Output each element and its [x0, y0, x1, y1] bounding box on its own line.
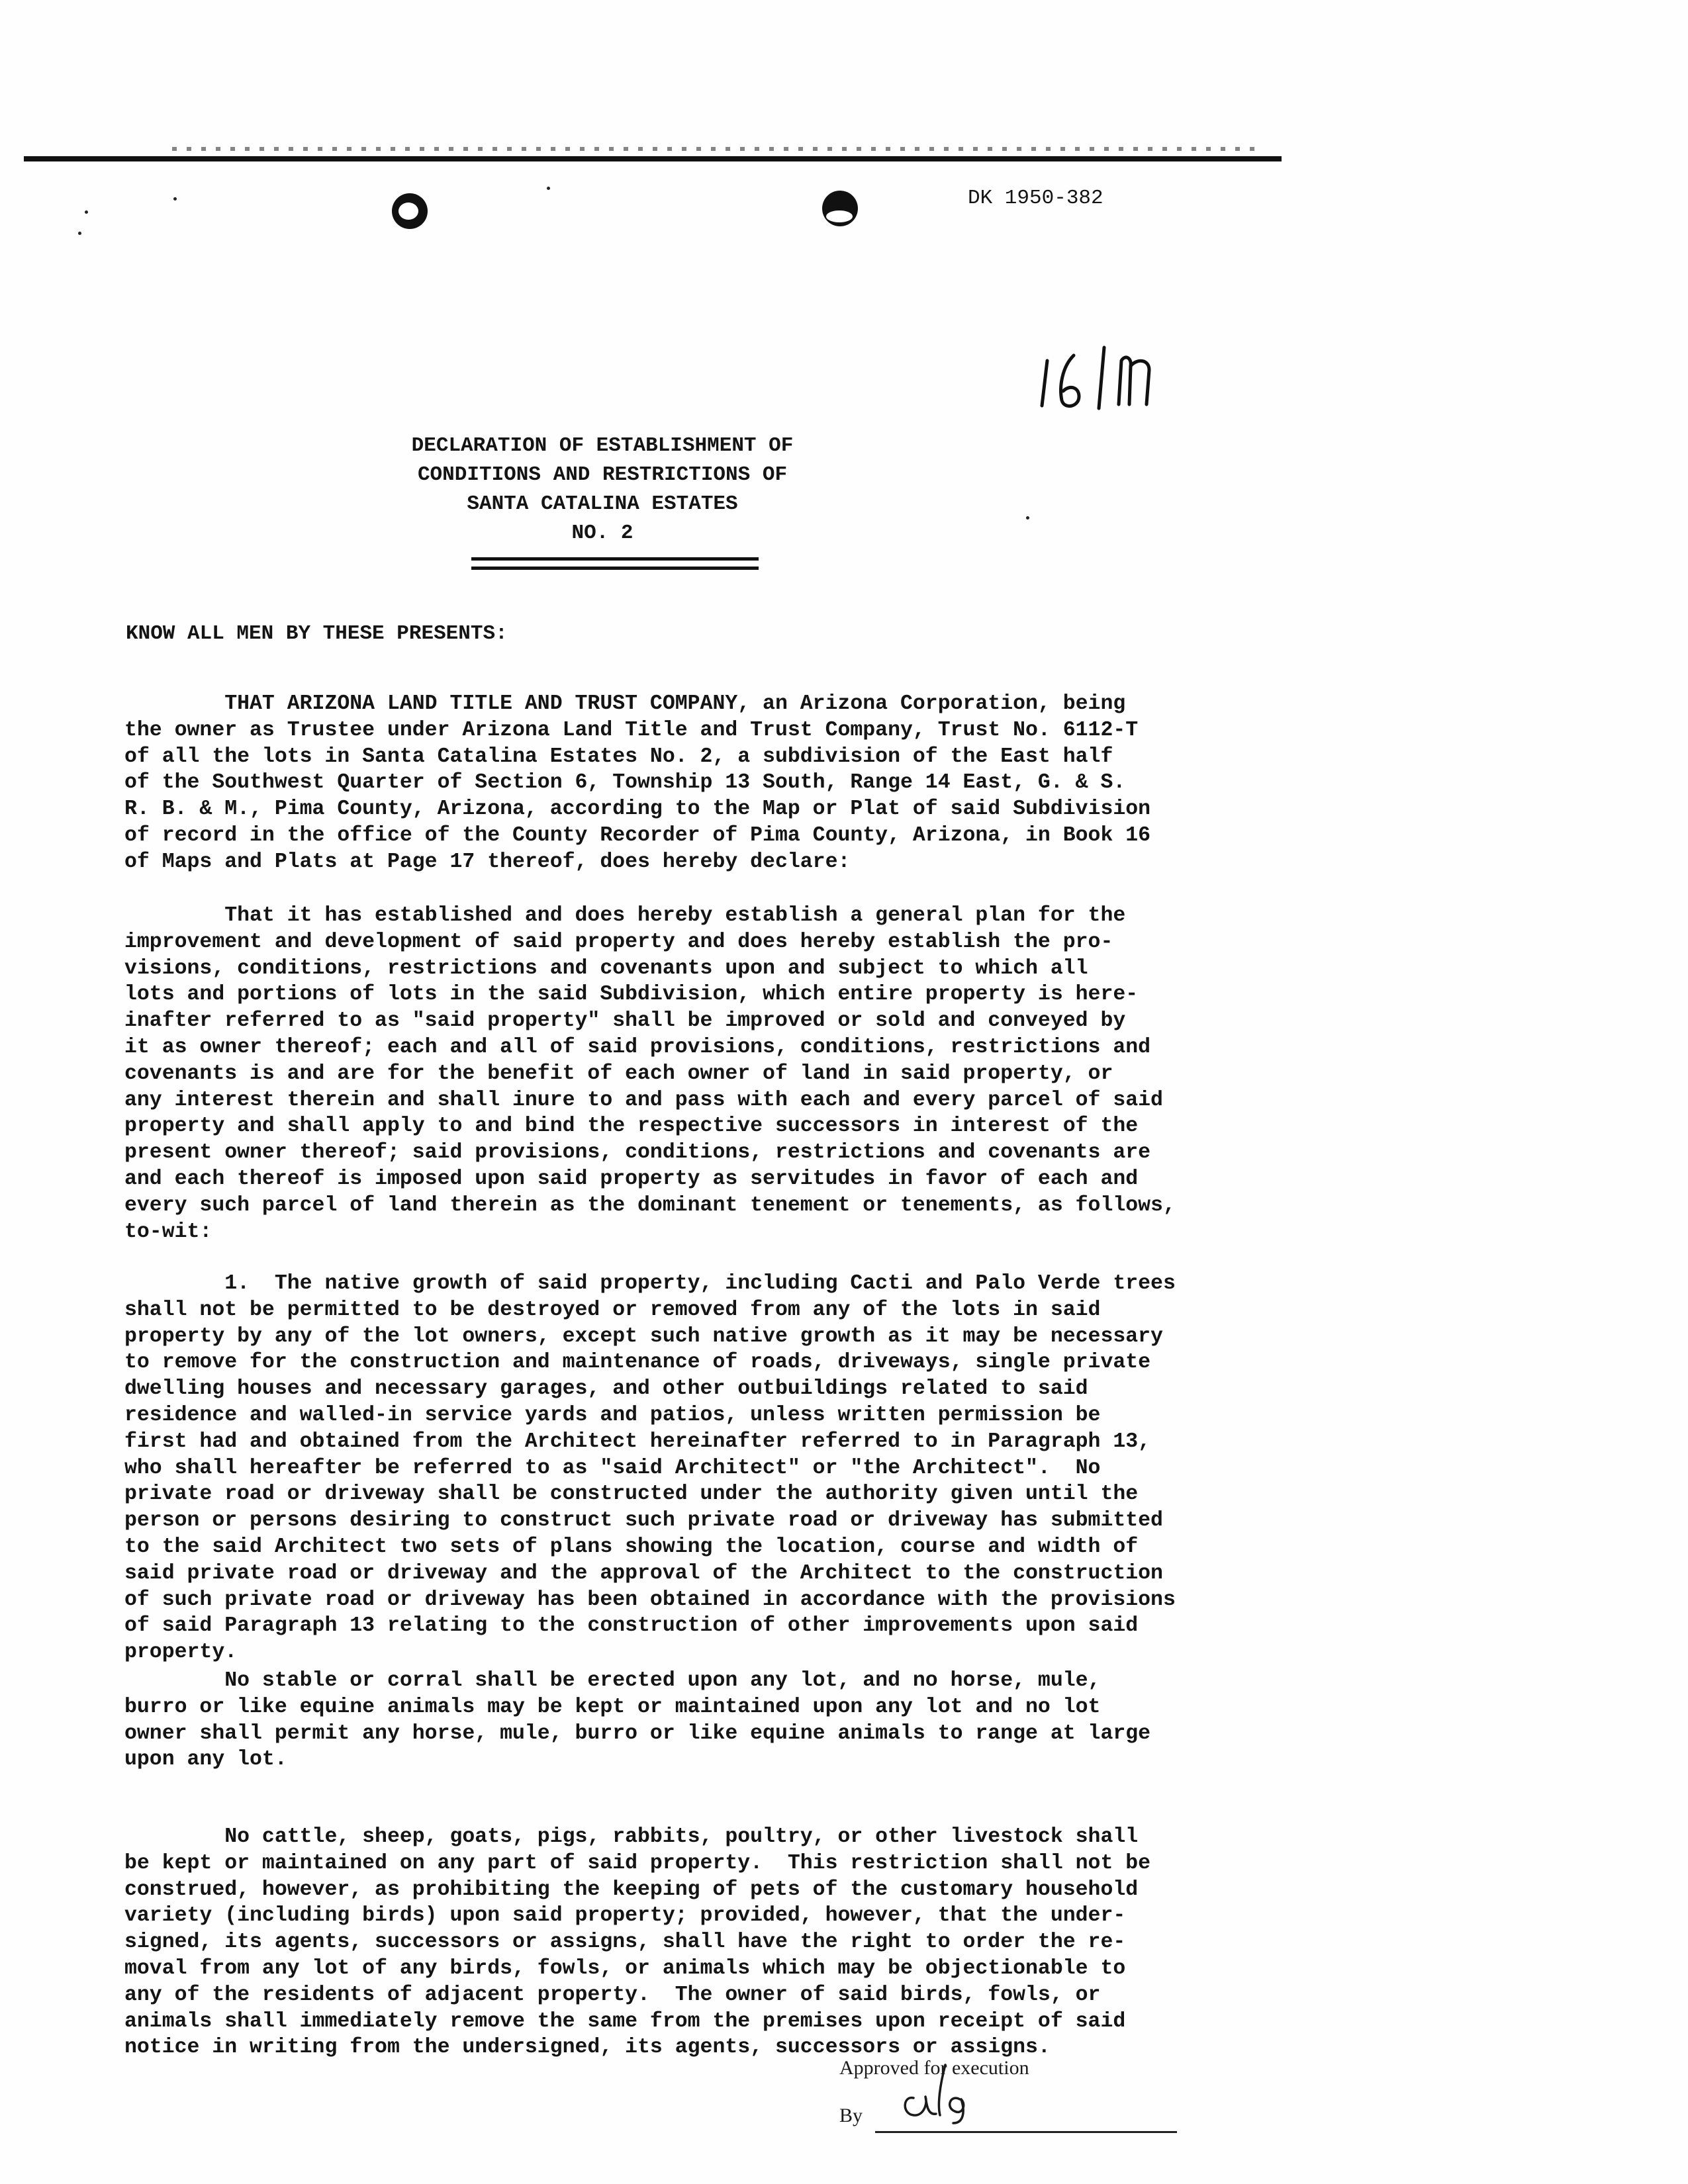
title-line: SANTA CATALINA ESTATES [467, 492, 738, 516]
text-line: any of the residents of adjacent property. The owner of said birds, fowls, or [124, 1983, 1101, 2007]
handwritten-page-number [1033, 341, 1192, 414]
scan-speck [1026, 516, 1029, 520]
text-line: shall not be permitted to be destroyed or removed from any of the lots in said [124, 1298, 1101, 1322]
text-line: private road or driveway shall be constructed under the authority given until the [124, 1482, 1139, 1506]
text-line: of said Paragraph 13 relating to the construction of other improvements upon said [124, 1614, 1139, 1638]
text-line: 1. The native growth of said property, including Cacti and Palo Verde trees [124, 1272, 1176, 1295]
text-line: present owner thereof; said provisions, conditions, restrictions and covenants are [124, 1141, 1151, 1165]
text-line: That it has established and does hereby establish a general plan for the [124, 904, 1126, 927]
text-line: notice in writing from the undersigned, its agents, successors or assigns. [124, 2036, 1051, 2060]
title-line: NO. 2 [571, 522, 633, 545]
text-line: animals shall immediately remove the same from the premises upon receipt of said [124, 2009, 1126, 2033]
text-line: covenants is and are for the benefit of each owner of land in said property, or [124, 1062, 1113, 1085]
signature-line [875, 2131, 1177, 2133]
handwritten-initials [887, 2058, 980, 2124]
scan-speck [78, 232, 81, 235]
text-line: said private road or driveway and the approval of the Architect to the construction [124, 1561, 1163, 1585]
text-line: improvement and development of said property and does hereby establish the pro- [124, 930, 1113, 954]
paragraph-equine [124, 1668, 1203, 1773]
title-line: DECLARATION OF ESTABLISHMENT OF [411, 434, 794, 457]
text-line: No cattle, sheep, goats, pigs, rabbits, poultry, or other livestock shall [124, 1825, 1139, 1848]
text-line: No stable or corral shall be erected upon any lot, and no horse, mule, [124, 1669, 1101, 1692]
punch-hole-right [822, 191, 858, 226]
document-number: DK 1950-382 [968, 187, 1103, 210]
paragraph-general-plan [124, 903, 1203, 1245]
text-line: first had and obtained from the Architect hereinafter referred to in Paragraph 13, [124, 1430, 1151, 1453]
text-line: upon any lot. [124, 1748, 287, 1772]
title-underline [471, 567, 759, 570]
top-edge-scan-artifact [172, 147, 1258, 151]
text-line: inafter referred to as "said property" shall be improved or sold and conveyed by [124, 1009, 1126, 1033]
text-line: the owner as Trustee under Arizona Land Title and Trust Company, Trust No. 6112-T [124, 718, 1139, 742]
text-line: every such parcel of land therein as the dominant tenement or tenements, as follows, [124, 1193, 1176, 1217]
document-title [371, 432, 834, 548]
text-line: lots and portions of lots in the said Subdivision, which entire property is here- [124, 983, 1139, 1007]
text-line: dwelling houses and necessary garages, and other outbuildings related to said [124, 1377, 1088, 1401]
text-line: THAT ARIZONA LAND TITLE AND TRUST COMPANY, an Arizona Corporation, being [124, 692, 1126, 715]
paragraph-livestock [124, 1824, 1203, 2061]
text-line: property and shall apply to and bind the respective successors in interest of the [124, 1115, 1139, 1138]
text-line: of such private road or driveway has been obtained in accordance with the provisions [124, 1588, 1176, 1612]
text-line: of Maps and Plats at Page 17 thereof, does hereby declare: [124, 850, 851, 874]
title-line: CONDITIONS AND RESTRICTIONS OF [417, 463, 788, 486]
text-line: signed, its agents, successors or assigns, shall have the right to order the re- [124, 1931, 1126, 1954]
punch-hole-left [392, 193, 428, 229]
text-line: any interest therein and shall inure to and pass with each and every parcel of said [124, 1088, 1163, 1112]
salutation: KNOW ALL MEN BY THESE PRESENTS: [126, 622, 508, 645]
scan-speck [547, 187, 550, 190]
text-line: property by any of the lot owners, except such native growth as it may be necessary [124, 1324, 1163, 1348]
text-line: moval from any lot of any birds, fowls, or animals which may be objectionable to [124, 1956, 1126, 1980]
text-line: to-wit: [124, 1220, 212, 1244]
top-rule [24, 156, 1282, 161]
text-line: person or persons desiring to construct such private road or driveway has submitted [124, 1509, 1163, 1533]
text-line: construed, however, as prohibiting the keeping of pets of the customary household [124, 1878, 1139, 1901]
text-line: visions, conditions, restrictions and covenants upon and subject to which all [124, 956, 1088, 980]
paragraph-recital [124, 691, 1203, 876]
text-line: variety (including birds) upon said property; provided, however, that the under- [124, 1904, 1126, 1928]
paragraph-native-growth [124, 1271, 1203, 1666]
text-line: to the said Architect two sets of plans showing the location, course and width of [124, 1535, 1139, 1559]
text-line: who shall hereafter be referred to as "said Architect" or "the Architect". No [124, 1456, 1101, 1480]
title-underline [471, 557, 759, 561]
text-line: and each thereof is imposed upon said property as servitudes in favor of each and [124, 1167, 1139, 1191]
scan-speck [173, 197, 177, 201]
text-line: property. [124, 1641, 238, 1664]
text-line: burro or like equine animals may be kept or maintained upon any lot and no lot [124, 1695, 1101, 1719]
text-line: be kept or maintained on any part of said property. This restriction shall not be [124, 1851, 1151, 1875]
text-line: of all the lots in Santa Catalina Estates No. 2, a subdivision of the East half [124, 745, 1113, 768]
text-line: of the Southwest Quarter of Section 6, Township 13 South, Range 14 East, G. & S. [124, 771, 1126, 795]
text-line: R. B. & M., Pima County, Arizona, according to the Map or Plat of said Subdivision [124, 797, 1151, 821]
text-line: of record in the office of the County Recorder of Pima County, Arizona, in Book 16 [124, 823, 1151, 847]
text-line: it as owner thereof; each and all of said provisions, conditions, restrictions and [124, 1035, 1151, 1059]
approval-stamp: Approved for execution [839, 2057, 1029, 2079]
text-line: to remove for the construction and maintenance of roads, driveways, single private [124, 1351, 1151, 1375]
scan-speck [85, 210, 88, 214]
text-line: owner shall permit any horse, mule, burro or like equine animals to range at large [124, 1721, 1151, 1745]
by-label: By [839, 2105, 863, 2126]
text-line: residence and walled-in service yards and patios, unless written permission be [124, 1403, 1101, 1427]
